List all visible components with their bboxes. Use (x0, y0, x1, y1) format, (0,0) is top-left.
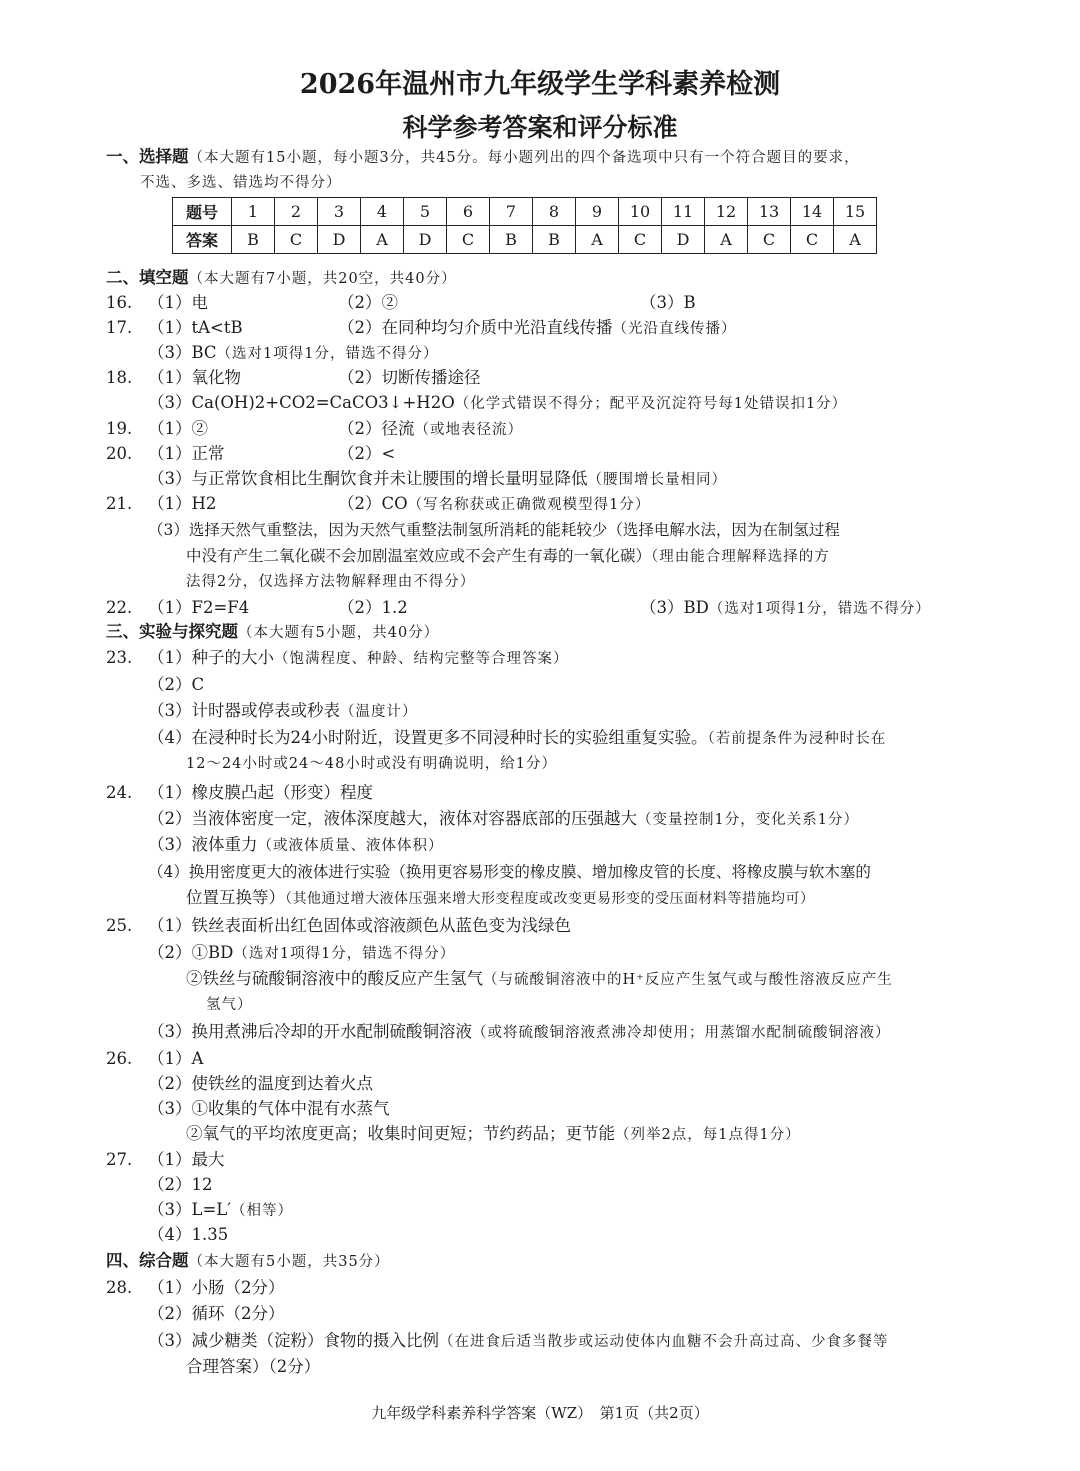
q23-part1 (148, 647, 569, 670)
q17-part3-answer: （3）BC (148, 343, 217, 362)
q19-part2-note: （或地表径流） (414, 422, 523, 438)
answer-cell: C (791, 226, 834, 254)
q21-part3-line3: 法得2分，仅选择方法物解释理由不得分） (186, 574, 476, 590)
question-number-20: 20. (106, 444, 133, 463)
section-3-heading: 三、实验与探究题 (106, 622, 238, 641)
section-4-header (106, 1250, 390, 1273)
q24-part2 (148, 808, 859, 831)
q24-part4-line2 (186, 887, 815, 910)
q24-part3-note: （或液体质量、液体体积） (257, 838, 444, 854)
section-3-header (106, 621, 439, 644)
q24-part4-line1: （4）换用密度更大的液体进行实验（换用更容易形变的橡皮膜、增加橡皮管的长度、将橡皮膜与软木塞的 (148, 863, 871, 881)
answer-cell: A (705, 226, 748, 254)
q20-part1: （1）正常 (148, 444, 225, 463)
q21-part2-note: （写名称获或正确微观模型得1分） (407, 497, 651, 513)
answer-cell: D (404, 226, 447, 254)
q21-part1: （1）H2 (148, 494, 217, 513)
q20-part2: （2）< (338, 444, 396, 463)
question-number-27: 27. (106, 1150, 133, 1169)
question-number-24: 24. (106, 783, 133, 802)
question-number: 5 (404, 198, 447, 226)
q20-part3 (148, 468, 727, 491)
answer-cell: B (533, 226, 576, 254)
q27-part3-note: （相等） (230, 1203, 293, 1219)
section-2-header (106, 267, 457, 290)
q27-part3-answer: （3）L=L′ (148, 1200, 231, 1219)
answer-cell: A (361, 226, 404, 254)
q23-part1-answer: （1）种子的大小 (148, 648, 274, 667)
q18-part3-note: （化学式错误不得分；配平及沉淀符号每1处错误扣1分） (454, 396, 848, 412)
q23-part4 (148, 727, 886, 750)
q27-part3 (148, 1199, 293, 1222)
q23-part3-answer: （3）计时器或停表或秒表 (148, 701, 340, 720)
question-number-28: 28. (106, 1278, 133, 1297)
q20-part3-note: （腰围增长量相同） (587, 472, 727, 488)
q22-part1: （1）F2=F4 (148, 598, 250, 617)
question-number: 11 (662, 198, 705, 226)
answer-cell: A (834, 226, 877, 254)
q23-part3 (148, 700, 418, 723)
q21-part3-line2-note: （理由能合理解释选择的方 (651, 549, 830, 565)
row-label-number: 题号 (173, 198, 232, 226)
q25-part1: （1）铁丝表面析出红色固体或溶液颜色从蓝色变为浅绿色 (148, 916, 571, 935)
q25-part2-sub2 (186, 968, 893, 991)
question-number-18: 18. (106, 368, 133, 387)
q27-part1: （1）最大 (148, 1150, 225, 1169)
question-number: 4 (361, 198, 404, 226)
q27-part2: （2）12 (148, 1175, 213, 1194)
q28-part3 (148, 1330, 889, 1353)
q17-part1: （1）tA<tB (148, 318, 243, 337)
question-number-25: 25. (106, 916, 133, 935)
answer-table-number-row (173, 198, 877, 226)
row-label-answer: 答案 (173, 226, 232, 254)
q23-part3-note: （温度计） (340, 704, 418, 720)
q26-part3-sub2 (186, 1123, 801, 1146)
q24-part1: （1）橡皮膜凸起（形变）程度 (148, 783, 373, 802)
q21-part3-line2-answer: 中没有产生二氧化碳不会加剧温室效应或不会产生有毒的一氧化碳） (186, 547, 652, 565)
q19-part2 (338, 418, 523, 441)
q22-part3 (640, 597, 931, 620)
q23-part1-note: （饱满程度、种龄、结构完整等合理答案） (274, 651, 569, 667)
q26-part2: （2）使铁丝的温度到达着火点 (148, 1074, 373, 1093)
q27-part4: （4）1.35 (148, 1225, 229, 1244)
answer-cell: D (662, 226, 705, 254)
answer-table-answer-row (173, 226, 877, 254)
q17-part2-answer: （2）在同种均匀介质中光沿直线传播 (338, 318, 613, 337)
q18-part3 (148, 392, 847, 415)
q25-part2 (148, 942, 455, 965)
q28-part3-note: （在进食后适当散步或运动使体内血糖不会升高过高、少食多餐等 (439, 1334, 889, 1350)
q28-part3-cont: 合理答案）（2分） (186, 1357, 321, 1376)
question-number: 1 (232, 198, 275, 226)
answer-cell: C (619, 226, 662, 254)
question-number: 6 (447, 198, 490, 226)
q25-part3 (148, 1021, 891, 1044)
q21-part2-answer: （2）CO (338, 494, 408, 513)
q21-part3-line2 (186, 545, 830, 568)
answer-cell: A (576, 226, 619, 254)
question-number-22: 22. (106, 598, 133, 617)
q16-part1: （1）电 (148, 293, 208, 312)
page-subtitle: 科学参考答案和评分标准 (402, 113, 678, 142)
q25-part2-note: （选对1项得1分，错选不得分） (233, 946, 456, 962)
question-number: 7 (490, 198, 533, 226)
answer-cell: B (490, 226, 533, 254)
question-number-19: 19. (106, 419, 133, 438)
question-number-21: 21. (106, 494, 133, 513)
q24-part4-line2-answer: 位置互换等） (186, 888, 285, 907)
q21-part2 (338, 493, 650, 516)
q26-part3-sub2-answer: ②氧气的平均浓度更高；收集时间更短；节约药品；更节能 (186, 1124, 615, 1143)
q16-part3: （3）B (640, 293, 696, 312)
q23-part4-note-cont: 12～24小时或24～48小时或没有明确说明，给1分） (186, 756, 558, 772)
q28-part3-answer: （3）减少糖类（淀粉）食物的摄入比例 (148, 1331, 439, 1350)
q17-part3-note: （选对1项得1分，错选不得分） (216, 346, 439, 362)
q26-part1: （1）A (148, 1049, 204, 1068)
q22-part2: （2）1.2 (338, 598, 408, 617)
section-4-note: （本大题有5小题，共35分） (188, 1254, 390, 1270)
question-number: 2 (275, 198, 318, 226)
q19-part2-answer: （2）径流 (338, 419, 415, 438)
section-4-heading: 四、综合题 (106, 1251, 189, 1270)
question-number: 15 (834, 198, 877, 226)
answer-cell: B (232, 226, 275, 254)
q17-part2-note: （光沿直线传播） (612, 321, 737, 337)
q18-part1: （1）氧化物 (148, 368, 241, 387)
q26-part3-sub2-note: （列举2点，每1点得1分） (615, 1127, 801, 1143)
answer-cell: C (748, 226, 791, 254)
q25-part2-answer: （2）①BD (148, 943, 234, 962)
question-number-23: 23. (106, 648, 133, 667)
q23-part4-answer: （4）在浸种时长为24小时附近，设置更多不同浸种时长的实验组重复实验。 (148, 728, 708, 747)
q19-part1: （1）② (148, 419, 208, 438)
page-footer: 九年级学科素养科学答案（WZ） 第1页（共2页） (371, 1404, 709, 1422)
q24-part3 (148, 834, 444, 857)
q24-part2-note: （变量控制1分，变化关系1分） (637, 812, 859, 828)
q25-part2-sub2-answer: ②铁丝与硫酸铜溶液中的酸反应产生氢气 (186, 969, 483, 988)
q26-part3: （3）①收集的气体中混有水蒸气 (148, 1099, 390, 1118)
q28-part1: （1）小肠（2分） (148, 1278, 285, 1297)
section-1-heading: 一、选择题 (106, 147, 189, 166)
section-3-note: （本大题有5小题，共40分） (238, 625, 440, 641)
q23-part4-note: （若前提条件为浸种时长在 (707, 731, 887, 747)
section-2-note: （本大题有7小题，共20空，共40分） (188, 271, 457, 287)
question-number: 13 (748, 198, 791, 226)
q23-part2: （2）C (148, 675, 205, 694)
answer-cell: C (447, 226, 490, 254)
section-1-note: （本大题有15小题，每小题3分，共45分。每小题列出的四个备选项中只有一个符合题目的要求， (188, 150, 860, 166)
answer-table (172, 197, 877, 254)
q18-part3-answer: （3）Ca(OH)2+CO2=CaCO3↓+H2O (148, 393, 455, 412)
q20-part3-answer: （3）与正常饮食相比生酮饮食并未让腰围的增长量明显降低 (148, 469, 588, 488)
q25-part3-note: （或将硫酸铜溶液煮沸冷却使用；用蒸馏水配制硫酸铜溶液） (472, 1025, 891, 1041)
q17-part2 (338, 317, 737, 340)
question-number: 3 (318, 198, 361, 226)
q25-part2-sub2-note-cont: 氢气） (206, 997, 253, 1013)
q24-part3-answer: （3）液体重力 (148, 835, 258, 854)
section-1-header (106, 146, 860, 169)
answer-cell: D (318, 226, 361, 254)
section-1-note-cont: 不选、多选、错选均不得分） (140, 175, 342, 191)
question-number: 14 (791, 198, 834, 226)
q16-part2: （2）② (338, 293, 398, 312)
q17-part3 (148, 342, 439, 365)
q24-part2-answer: （2）当液体密度一定，液体深度越大，液体对容器底部的压强越大 (148, 809, 637, 828)
q24-part4-line2-note: （其他通过增大液体压强来增大形变程度或改变更易形变的受压面材料等措施均可） (285, 891, 815, 907)
question-number: 12 (705, 198, 748, 226)
q28-part2: （2）循环（2分） (148, 1304, 285, 1323)
q22-part3-note: （选对1项得1分，错选不得分） (708, 601, 931, 617)
q22-part3-answer: （3）BD (640, 598, 709, 617)
section-2-heading: 二、填空题 (106, 268, 189, 287)
answer-cell: C (275, 226, 318, 254)
q25-part3-answer: （3）换用煮沸后冷却的开水配制硫酸铜溶液 (148, 1022, 472, 1041)
question-number: 8 (533, 198, 576, 226)
q21-part3-line1: （3）选择天然气重整法，因为天然气重整法制氢所消耗的能耗较少（选择电解水法，因为在制氢过程 (148, 521, 840, 539)
question-number-16: 16. (106, 293, 133, 312)
question-number: 10 (619, 198, 662, 226)
question-number-17: 17. (106, 318, 133, 337)
q18-part2: （2）切断传播途径 (338, 368, 481, 387)
page-title: 2026年温州市九年级学生学科素养检测 (299, 69, 781, 100)
q25-part2-sub2-note: （与硫酸铜溶液中的H⁺反应产生氢气或与酸性溶液反应产生 (483, 972, 893, 988)
question-number-26: 26. (106, 1049, 133, 1068)
question-number: 9 (576, 198, 619, 226)
